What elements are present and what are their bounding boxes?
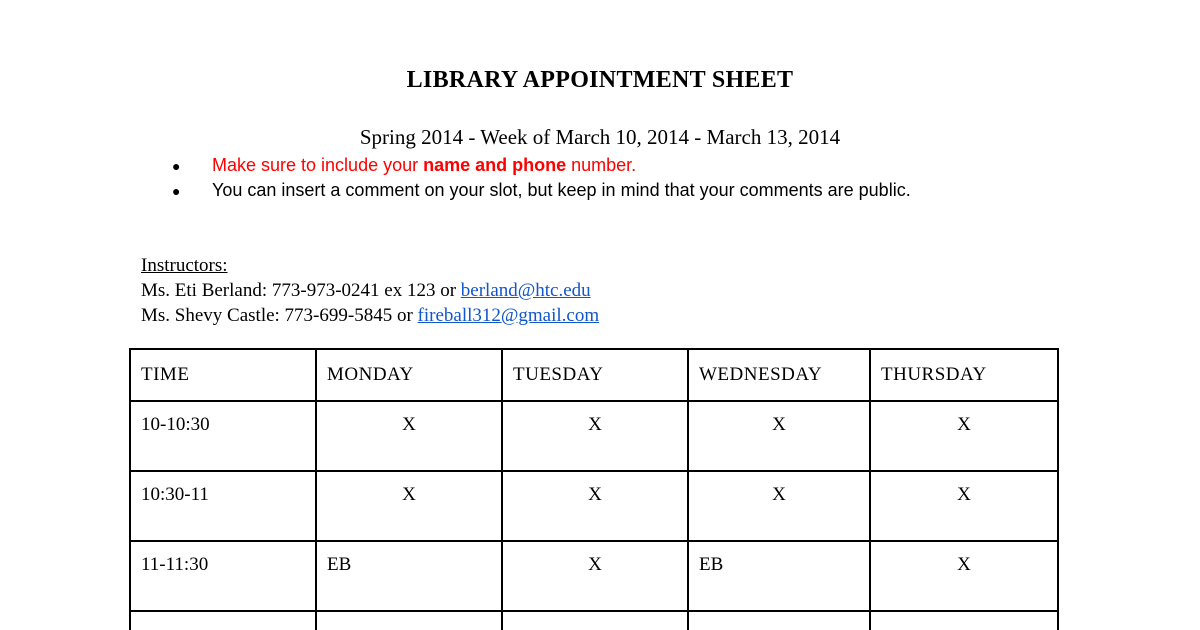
slot-cell[interactable]: X bbox=[502, 401, 688, 471]
slot-cell[interactable]: X bbox=[502, 541, 688, 611]
instruction-text: Make sure to include your bbox=[212, 155, 424, 175]
table-header-row bbox=[130, 349, 1058, 401]
column-header: MONDAY bbox=[316, 349, 502, 401]
instructor-entry bbox=[141, 303, 599, 328]
slot-cell[interactable]: X bbox=[870, 401, 1058, 471]
instructor-email-link[interactable]: berland@htc.edu bbox=[460, 280, 591, 301]
document-title: LIBRARY APPOINTMENT SHEET bbox=[406, 67, 794, 93]
time-cell: 10-10:30 bbox=[130, 401, 316, 471]
column-header: TIME bbox=[130, 349, 316, 401]
column-header: THURSDAY bbox=[870, 349, 1058, 401]
slot-cell[interactable] bbox=[688, 611, 870, 630]
slot-cell[interactable]: EB bbox=[688, 541, 870, 611]
instructor-entry bbox=[141, 278, 599, 303]
table-row bbox=[130, 401, 1058, 471]
slot-cell[interactable]: X bbox=[316, 401, 502, 471]
instruction-item bbox=[172, 153, 911, 178]
slot-cell[interactable]: X bbox=[688, 401, 870, 471]
instruction-text: number. bbox=[566, 155, 637, 175]
appointment-table bbox=[129, 348, 1059, 630]
instruction-list bbox=[172, 153, 911, 203]
table-row bbox=[130, 611, 1058, 630]
instructor-email-link[interactable]: fireball312@gmail.com bbox=[417, 305, 600, 326]
document-subtitle: Spring 2014 - Week of March 10, 2014 - March 13, 2014 bbox=[359, 125, 841, 149]
column-header: TUESDAY bbox=[502, 349, 688, 401]
slot-cell[interactable] bbox=[316, 611, 502, 630]
slot-cell[interactable] bbox=[502, 611, 688, 630]
slot-cell[interactable] bbox=[870, 611, 1058, 630]
instructors-section bbox=[141, 253, 599, 328]
table-row bbox=[130, 471, 1058, 541]
bullet-icon: ● bbox=[172, 183, 181, 199]
time-cell: 10:30-11 bbox=[130, 471, 316, 541]
instructor-contact: Ms. Shevy Castle: 773-699-5845 or bbox=[141, 305, 418, 326]
slot-cell[interactable]: X bbox=[316, 471, 502, 541]
instruction-text: You can insert a comment on your slot, but keep in mind that your comments are public. bbox=[212, 180, 911, 200]
instructors-heading: Instructors: bbox=[141, 255, 228, 276]
bullet-icon: ● bbox=[172, 158, 181, 174]
slot-cell[interactable]: X bbox=[688, 471, 870, 541]
column-header: WEDNESDAY bbox=[688, 349, 870, 401]
instructor-contact: Ms. Eti Berland: 773-973-0241 ex 123 or bbox=[141, 280, 461, 301]
time-cell bbox=[130, 611, 316, 630]
slot-cell[interactable]: X bbox=[502, 471, 688, 541]
slot-cell[interactable]: EB bbox=[316, 541, 502, 611]
instruction-item bbox=[172, 178, 911, 203]
slot-cell[interactable]: X bbox=[870, 471, 1058, 541]
instruction-emphasis: name and phone bbox=[423, 155, 567, 175]
table-row bbox=[130, 541, 1058, 611]
time-cell: 11-11:30 bbox=[130, 541, 316, 611]
slot-cell[interactable]: X bbox=[870, 541, 1058, 611]
